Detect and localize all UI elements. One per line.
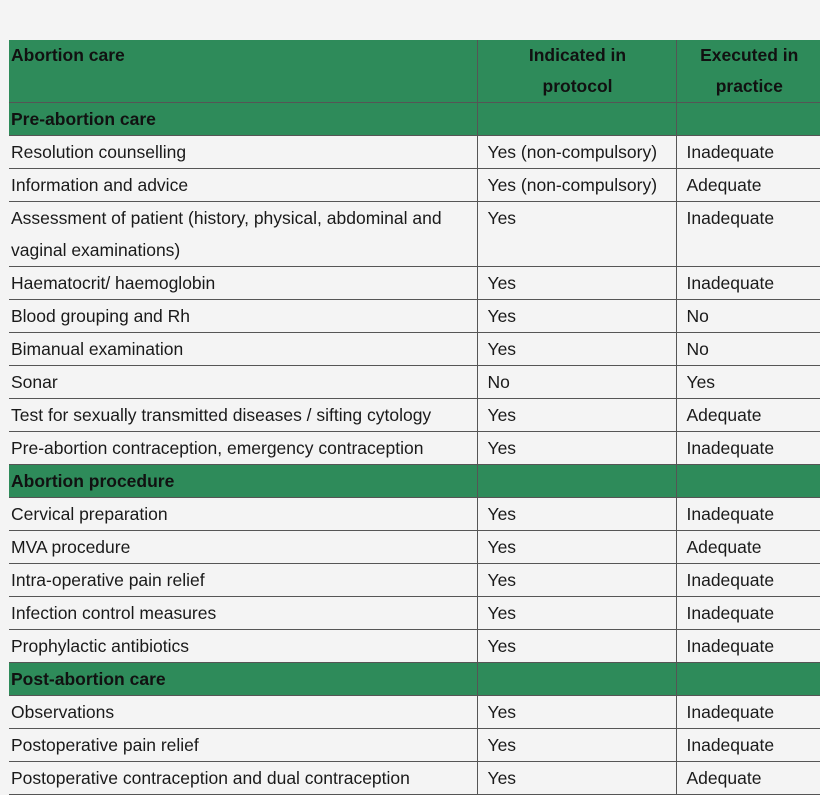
practice-cell: Inadequate (676, 267, 820, 300)
section-empty-cell (477, 103, 676, 136)
table-row (9, 564, 820, 597)
section-title: Post-abortion care (9, 663, 477, 696)
protocol-cell: Yes (non-compulsory) (477, 136, 676, 169)
table-header (9, 40, 820, 103)
section-empty-cell (676, 465, 820, 498)
care-item-cell: Infection control measures (9, 597, 477, 630)
header-col2-line1: Indicated in (528, 45, 627, 65)
care-item-cell: Blood grouping and Rh (9, 300, 477, 333)
care-item-cell: Information and advice (9, 169, 477, 202)
protocol-cell: Yes (477, 597, 676, 630)
section-title: Abortion procedure (9, 465, 477, 498)
protocol-cell: No (477, 366, 676, 399)
practice-cell: Inadequate (676, 202, 820, 267)
section-title: Pre-abortion care (9, 103, 477, 136)
protocol-cell: Yes (477, 696, 676, 729)
section-row (9, 663, 820, 696)
care-item-cell: Pre-abortion contraception, emergency contraception (9, 432, 477, 465)
table-row (9, 696, 820, 729)
protocol-cell: Yes (477, 762, 676, 795)
protocol-cell: Yes (477, 630, 676, 663)
table-row (9, 202, 820, 267)
protocol-cell: Yes (477, 333, 676, 366)
protocol-cell: Yes (477, 729, 676, 762)
section-empty-cell (676, 663, 820, 696)
abortion-care-table-container (9, 40, 820, 795)
table-row (9, 597, 820, 630)
table-row (9, 630, 820, 663)
protocol-cell: Yes (477, 399, 676, 432)
table-row (9, 531, 820, 564)
abortion-care-table (9, 40, 820, 795)
care-item-cell: Observations (9, 696, 477, 729)
header-col2-line2: protocol (542, 76, 613, 96)
section-empty-cell (477, 465, 676, 498)
table-row (9, 432, 820, 465)
table-row (9, 169, 820, 202)
protocol-cell: Yes (477, 300, 676, 333)
care-item-cell: Sonar (9, 366, 477, 399)
care-item-cell: Postoperative pain relief (9, 729, 477, 762)
practice-cell: Inadequate (676, 564, 820, 597)
table-row (9, 399, 820, 432)
care-item-cell: Cervical preparation (9, 498, 477, 531)
section-row (9, 465, 820, 498)
header-col3-line2: practice (715, 76, 783, 96)
section-empty-cell (477, 663, 676, 696)
practice-cell: No (676, 333, 820, 366)
protocol-cell: Yes (477, 202, 676, 267)
table-row (9, 333, 820, 366)
table-row (9, 762, 820, 795)
protocol-cell: Yes (477, 432, 676, 465)
practice-cell: Adequate (676, 762, 820, 795)
protocol-cell: Yes (477, 498, 676, 531)
care-item-cell: Postoperative contraception and dual contraception (9, 762, 477, 795)
care-item-cell: Bimanual examination (9, 333, 477, 366)
protocol-cell: Yes (477, 531, 676, 564)
table-row (9, 267, 820, 300)
practice-cell: Inadequate (676, 729, 820, 762)
practice-cell: No (676, 300, 820, 333)
care-item-cell: Resolution counselling (9, 136, 477, 169)
header-row (9, 40, 820, 103)
header-indicated-in-protocol (477, 40, 676, 103)
section-empty-cell (676, 103, 820, 136)
header-executed-in-practice (676, 40, 820, 103)
care-item-cell: MVA procedure (9, 531, 477, 564)
table-row (9, 366, 820, 399)
table-body (9, 103, 820, 795)
practice-cell: Adequate (676, 399, 820, 432)
table-row (9, 498, 820, 531)
table-row (9, 300, 820, 333)
care-item-cell: Haematocrit/ haemoglobin (9, 267, 477, 300)
practice-cell: Yes (676, 366, 820, 399)
practice-cell: Inadequate (676, 432, 820, 465)
protocol-cell: Yes (non-compulsory) (477, 169, 676, 202)
practice-cell: Inadequate (676, 136, 820, 169)
practice-cell: Inadequate (676, 696, 820, 729)
care-item-cell: Prophylactic antibiotics (9, 630, 477, 663)
practice-cell: Adequate (676, 169, 820, 202)
care-item-cell: Assessment of patient (history, physical, abdominal and vaginal examinations) (9, 202, 477, 267)
header-col3-line1: Executed in (700, 45, 799, 65)
practice-cell: Inadequate (676, 597, 820, 630)
protocol-cell: Yes (477, 564, 676, 597)
care-item-cell: Intra-operative pain relief (9, 564, 477, 597)
section-row (9, 103, 820, 136)
header-abortion-care: Abortion care (9, 40, 477, 103)
protocol-cell: Yes (477, 267, 676, 300)
care-item-cell: Test for sexually transmitted diseases / sifting cytology (9, 399, 477, 432)
table-row (9, 136, 820, 169)
table-row (9, 729, 820, 762)
practice-cell: Inadequate (676, 630, 820, 663)
practice-cell: Adequate (676, 531, 820, 564)
practice-cell: Inadequate (676, 498, 820, 531)
